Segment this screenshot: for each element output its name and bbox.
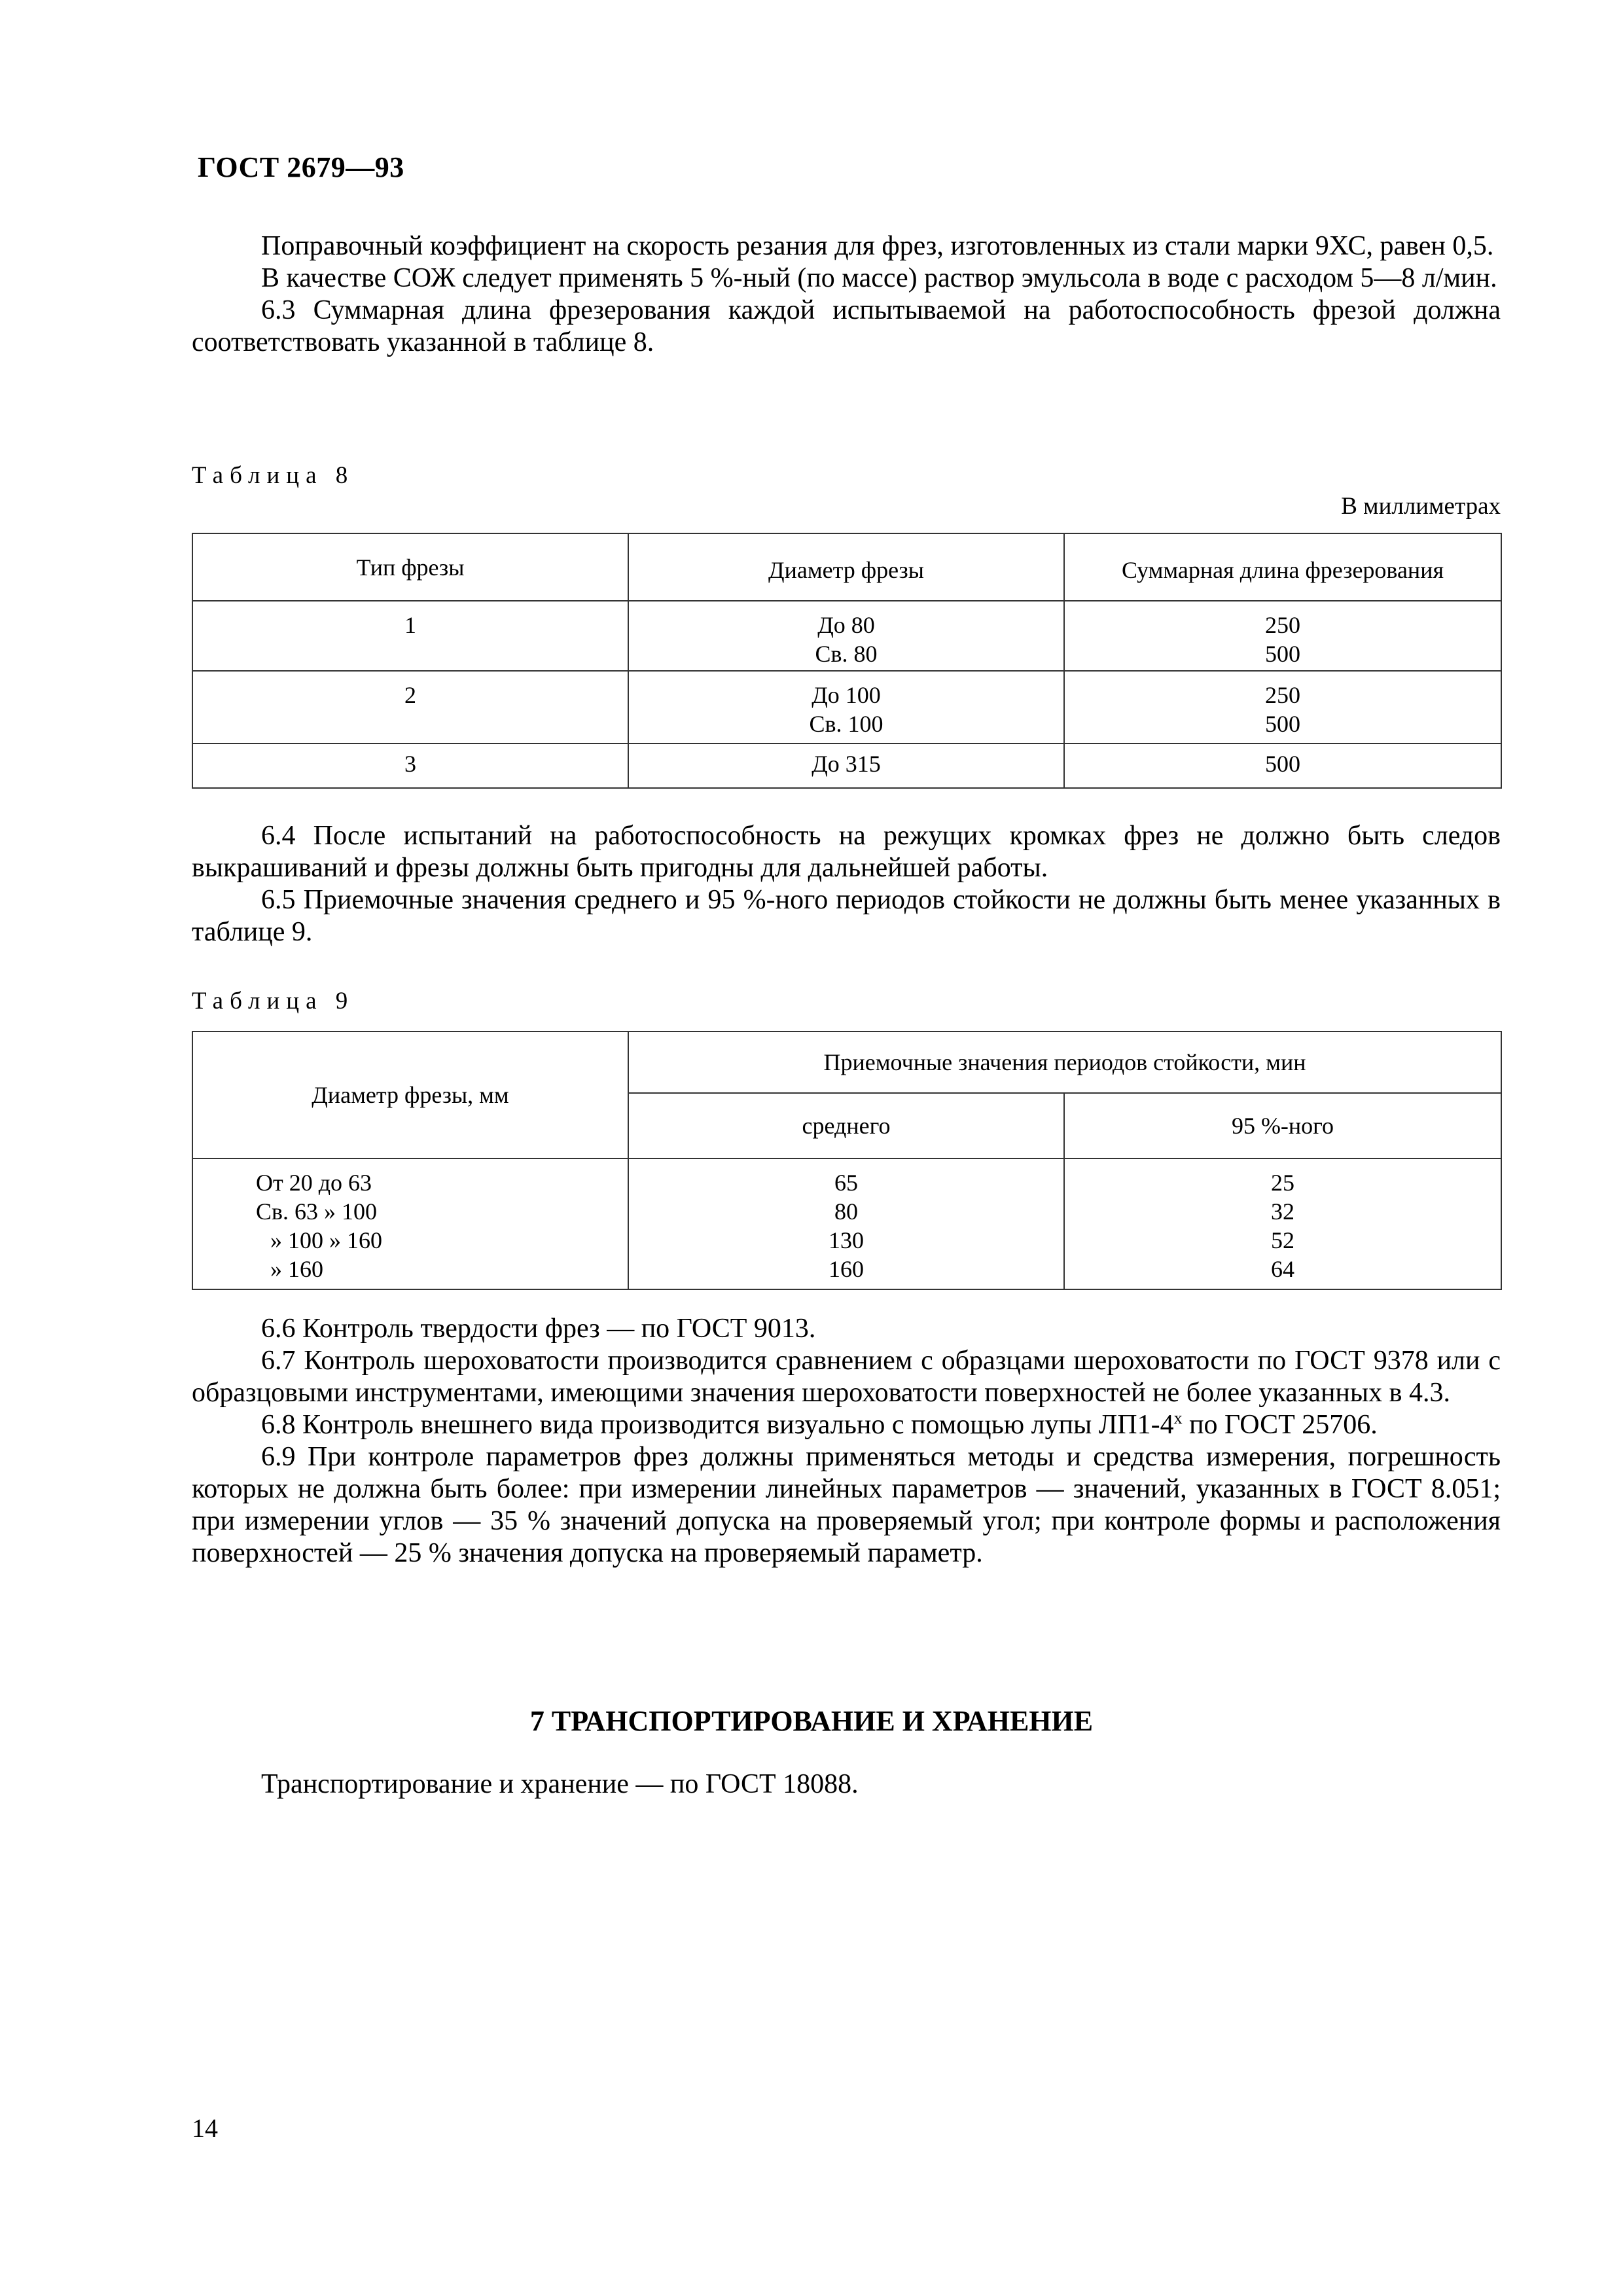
paragraph-6-7: 6.7 Контроль шероховатости производится сравнением с образцами шероховатости по ГОСТ 9378 или с образцовыми инструментами, имеющими значения шероховатости поверхностей не более указанных в 4.3.	[192, 1346, 1501, 1408]
table-9-avg-value: 80	[834, 1198, 858, 1225]
table-8-cell-type: 2	[192, 671, 628, 744]
paragraph-6-3: 6.3 Суммарная длина фрезерования каждой испытываемой на работоспособность фрезой должна соответствовать указанной в таблице 8.	[192, 295, 1501, 357]
middle-section	[192, 820, 1501, 948]
table-9-title: Таблица 9	[192, 988, 355, 1014]
lower-section	[192, 1313, 1501, 1570]
table-row	[192, 1158, 1501, 1289]
paragraph-correction-factor: Поправочный коэффициент на скорость резания для фрез, изготовленных из стали марки 9ХС, равен 0,5.	[261, 231, 1494, 261]
table-9-diameter-value: » 100 » 160	[270, 1227, 382, 1253]
table-8-diameter-value: До 80	[817, 612, 875, 638]
table-9-header-diameter: Диаметр фрезы, мм	[192, 1031, 628, 1158]
page-number: 14	[192, 2113, 218, 2143]
table-8-cell-diameter	[628, 601, 1064, 671]
table-8-header-type: Тип фрезы	[192, 533, 628, 601]
table-row	[192, 671, 1501, 744]
table-8-cell-length	[1064, 671, 1501, 744]
table-9-diameter-value: » 160	[270, 1256, 323, 1282]
table-9-p95-value: 32	[1271, 1198, 1294, 1225]
paragraph-7: Транспортирование и хранение — по ГОСТ 18088.	[261, 1769, 859, 1799]
table-8-cell-type: 3	[192, 744, 628, 788]
document-header: ГОСТ 2679—93	[198, 151, 404, 183]
table-9-avg-value: 65	[834, 1170, 858, 1196]
table-8-header-length: Суммарная длина фрезерования	[1064, 533, 1501, 601]
table-8-cell-length	[1064, 601, 1501, 671]
table-8-diameter-value: Св. 80	[815, 641, 878, 667]
paragraph-6-8	[192, 1409, 1501, 1441]
table-9-header-avg: среднего	[628, 1093, 1064, 1158]
table-9-cell-p95	[1064, 1158, 1501, 1289]
section-7-title: 7 ТРАНСПОРТИРОВАНИЕ И ХРАНЕНИЕ	[529, 1705, 1094, 1737]
table-8-diameter-value: До 315	[812, 751, 881, 777]
paragraph-6-6: 6.6 Контроль твердости фрез — по ГОСТ 9013.	[261, 1314, 816, 1344]
table-8-cell-diameter	[628, 744, 1064, 788]
table-row	[192, 601, 1501, 671]
magnifier-superscript: х	[1173, 1408, 1183, 1427]
table-9-p95-value: 25	[1271, 1170, 1294, 1196]
table-9-p95-value: 64	[1271, 1256, 1294, 1282]
table-8-length-value: 250	[1265, 682, 1300, 708]
paragraph-6-8-text: 6.8 Контроль внешнего вида производится визуально с помощью лупы ЛП1-4	[261, 1410, 1174, 1440]
table-8-diameter-value: Св. 100	[809, 711, 883, 737]
table-9-cell-avg	[628, 1158, 1064, 1289]
paragraph-6-5: 6.5 Приемочные значения среднего и 95 %-ного периодов стойкости не должны быть менее указанных в таблице 9.	[192, 885, 1501, 947]
table-8-length-value: 500	[1265, 641, 1300, 667]
paragraph-6-4: 6.4 После испытаний на работоспособность на режущих кромках фрез не должно быть следов выкрашиваний и фрезы должны быть пригодны для дальнейшей работы.	[192, 821, 1501, 883]
table-9-avg-value: 130	[829, 1227, 864, 1253]
paragraph-coolant: В качестве СОЖ следует применять 5 %-ный (по массе) раствор эмульсола в воде с расходом 5—8 л/мин.	[261, 263, 1497, 293]
table-8	[192, 533, 1502, 789]
table-9-cell-diameters	[192, 1158, 628, 1289]
table-8-length-value: 500	[1265, 711, 1300, 737]
table-row	[192, 744, 1501, 788]
intro-section	[192, 230, 1501, 359]
table-8-cell-diameter	[628, 671, 1064, 744]
paragraph-6-9: 6.9 При контроле параметров фрез должны применяться методы и средства измерения, погрешность которых не должна быть более: при измерении линейных параметров — значений, указанных в ГОСТ 8.051; при измерении углов — 35 % значений допуска на проверяемый угол; при контроле формы и расположения поверхностей — 25 % значения допуска на проверяемый параметр.	[192, 1442, 1501, 1568]
table-8-header-diameter: Диаметр фрезы	[628, 533, 1064, 601]
table-8-diameter-value: До 100	[812, 682, 881, 708]
table-9-avg-value: 160	[829, 1256, 864, 1282]
table-8-cell-type: 1	[192, 601, 628, 671]
table-9-header-p95: 95 %-ного	[1064, 1093, 1501, 1158]
table-8-length-value: 250	[1265, 612, 1300, 638]
table-9-diameter-value: От 20 до 63	[256, 1170, 372, 1196]
table-9-header-row	[192, 1031, 1501, 1093]
table-9-header-group: Приемочные значения периодов стойкости, мин	[628, 1031, 1501, 1093]
table-8-header-row	[192, 533, 1501, 601]
table-9-p95-value: 52	[1271, 1227, 1294, 1253]
section-7-body	[192, 1768, 1501, 1801]
table-9-diameter-value: Св. 63 » 100	[256, 1198, 378, 1225]
table-8-length-value: 500	[1265, 751, 1300, 777]
table-9	[192, 1031, 1502, 1290]
table-8-cell-length	[1064, 744, 1501, 788]
paragraph-6-8-tail: по ГОСТ 25706.	[1182, 1410, 1378, 1440]
table-8-title: Таблица 8	[192, 462, 355, 489]
table-8-units: В миллиметрах	[1341, 493, 1501, 520]
